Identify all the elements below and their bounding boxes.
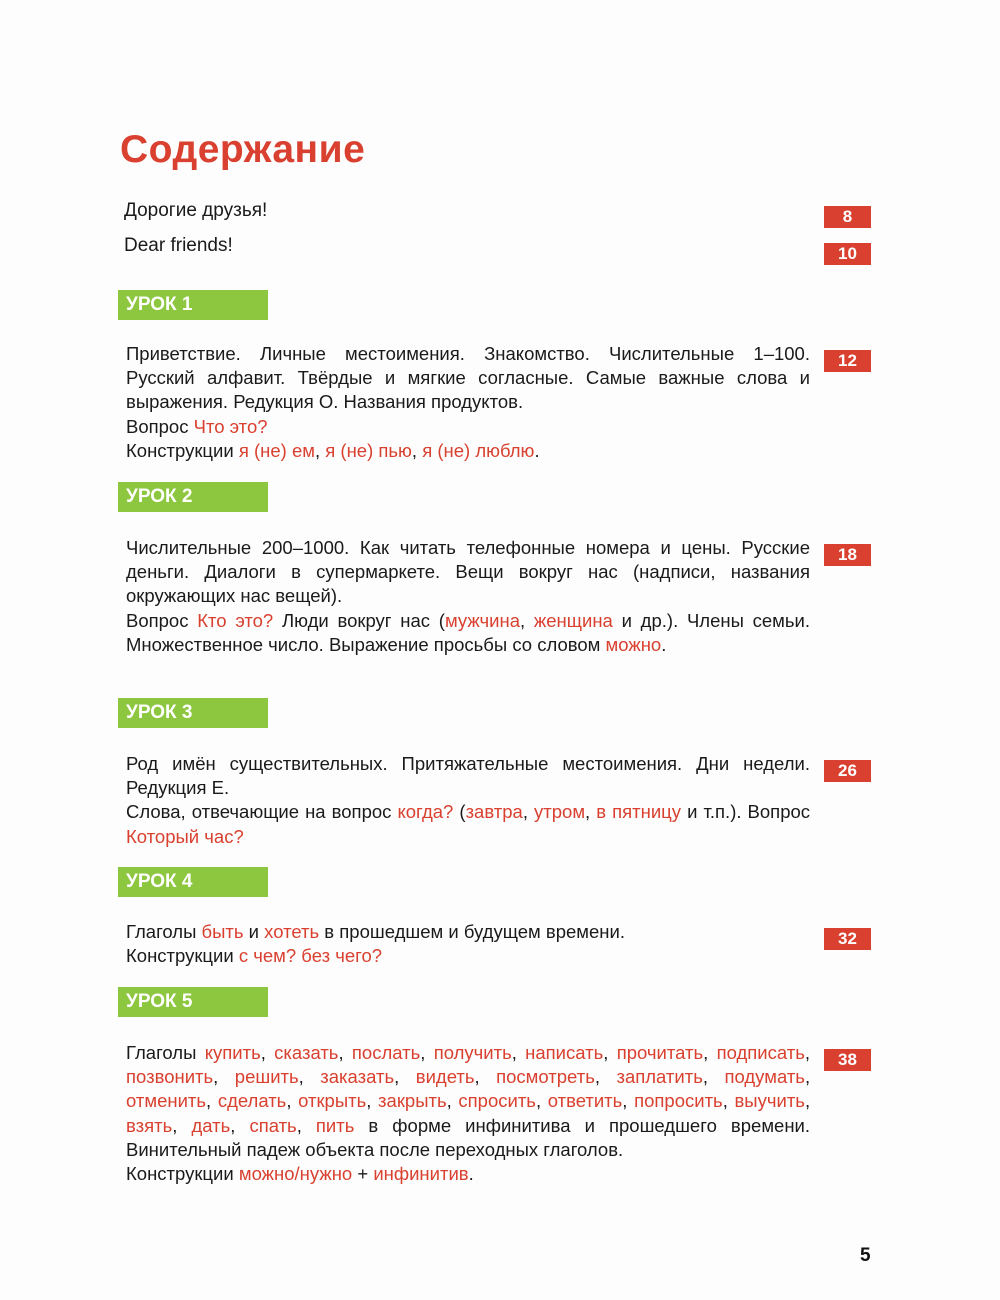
text-segment: , [522,801,535,823]
highlighted-term: мужчина [444,609,520,631]
description-paragraph [126,1041,810,1162]
highlighted-term: подумать [724,1066,805,1088]
highlighted-term: завтра [465,801,523,823]
text-segment: . [661,633,667,655]
text-segment: Конструкции [126,439,239,461]
page-badge: 32 [824,928,871,950]
text-segment: , [260,1042,275,1063]
text-segment: Люди вокруг нас ( [273,609,445,631]
page-number: 5 [860,1245,871,1266]
lesson-description [126,1041,810,1186]
highlighted-term: сказать [274,1042,339,1063]
highlighted-term: посмотреть [496,1066,595,1088]
text-segment: Вопрос [126,609,198,631]
highlighted-term: решить [234,1066,299,1088]
description-paragraph [126,920,810,944]
highlighted-term: выучить [734,1090,805,1112]
highlighted-term: сделать [217,1090,287,1112]
text-segment: и [243,921,265,942]
highlighted-term: пить [315,1114,355,1136]
lesson-description [126,752,810,849]
text-segment: , [213,1066,235,1088]
text-segment: , [298,1066,321,1088]
highlighted-term: дать [191,1114,231,1136]
text-segment: , [286,1090,299,1112]
text-segment: , [585,801,597,823]
text-segment: , [230,1114,250,1136]
highlighted-term: попросить [634,1090,723,1112]
text-segment: Конструкции [126,945,239,967]
lesson-header-1: УРОК 1 [118,290,268,320]
highlighted-term: быть [201,921,244,942]
text-segment: , [314,439,326,461]
highlighted-term: спать [249,1114,297,1136]
text-segment: , [804,1042,810,1063]
highlighted-term: я (не) люблю [422,439,535,461]
text-segment: , [535,1090,548,1112]
text-segment: , [172,1114,192,1136]
text-segment: + [352,1163,374,1185]
highlighted-term: можно/нужно [238,1163,353,1185]
lesson-description [126,536,810,657]
lesson-header-5: УРОК 5 [118,987,268,1017]
description-paragraph [126,800,810,848]
text-segment: Вопрос [126,415,194,437]
text-segment: Приветствие. Личные местоимения. Знакомство. Числительные 1–100. Русский алфавит. Твёрдые и мягкие согласные. Самые важные слова и выражения. Редукция О. Названия продуктов. [126,343,810,413]
highlighted-term: ответить [547,1090,623,1112]
highlighted-term: заказать [320,1066,395,1088]
highlighted-term: утром [534,801,586,823]
description-paragraph [126,1162,810,1186]
highlighted-term: закрыть [378,1090,447,1112]
text-segment: , [394,1066,416,1088]
highlighted-term: позвонить [126,1066,214,1088]
lesson-description [126,920,810,968]
description-paragraph [126,609,810,657]
highlighted-term: можно [605,633,662,655]
lesson-header-3: УРОК 3 [118,698,268,728]
intro-entry-russian: Дорогие друзья! [124,200,268,221]
lesson-header-2: УРОК 2 [118,482,268,512]
text-segment: , [703,1042,717,1063]
text-segment: Род имён существительных. Притяжательные местоимения. Дни недели. Редукция Е. [126,753,810,799]
highlighted-term: написать [525,1042,604,1063]
text-segment: . [534,439,540,461]
highlighted-term: купить [204,1042,261,1063]
description-paragraph [126,536,810,609]
highlighted-term: я (не) ем [238,439,315,461]
page-badge: 38 [824,1049,871,1071]
text-segment: Числительные 200–1000. Как читать телефонные номера и цены. Русские деньги. Диалоги в супермаркете. Вещи вокруг нас (надписи, названия окружающих нас вещей). [126,537,810,607]
highlighted-term: женщина [533,609,613,631]
page-badge: 10 [824,243,871,265]
highlighted-term: с чем? без чего? [238,945,383,967]
highlighted-term: в пятницу [596,801,682,823]
text-segment: . [468,1163,474,1185]
page-badge: 12 [824,350,871,372]
text-segment: , [702,1066,725,1088]
text-segment: Конструкции [126,1163,239,1185]
description-paragraph [126,944,810,968]
text-segment: , [411,439,423,461]
highlighted-term: когда? [397,801,454,823]
highlighted-term: видеть [415,1066,475,1088]
description-paragraph [126,415,810,439]
text-segment: , [511,1042,526,1063]
description-paragraph [126,439,810,463]
page-badge: 8 [824,206,871,228]
highlighted-term: инфинитив [373,1163,469,1185]
page-title: Содержание [120,128,366,171]
text-segment: , [804,1090,811,1112]
text-segment: , [420,1042,434,1063]
text-segment: , [594,1066,617,1088]
text-segment: , [519,609,534,631]
lesson-header-4: УРОК 4 [118,867,268,897]
text-segment: , [474,1066,497,1088]
text-segment: , [804,1066,811,1088]
text-segment: и др.). Члены семьи. Множественное число. Выражение просьбы со словом [126,609,811,655]
text-segment: и т.п.). Вопрос [681,801,811,823]
highlighted-term: заплатить [616,1066,703,1088]
text-segment: ( [453,801,466,823]
text-segment: в прошедшем и будущем времени. [319,921,625,942]
highlighted-term: хотеть [264,921,320,942]
text-segment: , [296,1114,316,1136]
description-paragraph [126,752,810,800]
text-segment: в форме инфинитива и прошедшего времени. Винительный падеж объекта после переходных глаголов. [126,1114,811,1160]
page-badge: 26 [824,760,871,782]
intro-entry-english: Dear friends! [124,235,233,256]
highlighted-term: я (не) пью [325,439,412,461]
highlighted-term: получить [433,1042,512,1063]
text-segment: , [206,1090,218,1112]
lesson-description [126,342,810,463]
text-segment: , [446,1090,459,1112]
text-segment: , [722,1090,735,1112]
highlighted-term: Что это? [193,415,268,437]
highlighted-term: Кто это? [197,609,274,631]
text-segment: , [338,1042,352,1063]
highlighted-term: Который час? [126,825,244,847]
text-segment: Глаголы [126,1042,205,1063]
highlighted-term: открыть [298,1090,367,1112]
text-segment: Глаголы [126,921,202,942]
highlighted-term: послать [351,1042,421,1063]
text-segment: Слова, отвечающие на вопрос [126,801,398,823]
text-segment: , [366,1090,379,1112]
highlighted-term: спросить [458,1090,536,1112]
highlighted-term: отменить [126,1090,207,1112]
description-paragraph [126,342,810,415]
text-segment: , [603,1042,617,1063]
highlighted-term: подписать [716,1042,805,1063]
highlighted-term: прочитать [616,1042,704,1063]
page-badge: 18 [824,544,871,566]
highlighted-term: взять [126,1114,173,1136]
text-segment: , [622,1090,635,1112]
